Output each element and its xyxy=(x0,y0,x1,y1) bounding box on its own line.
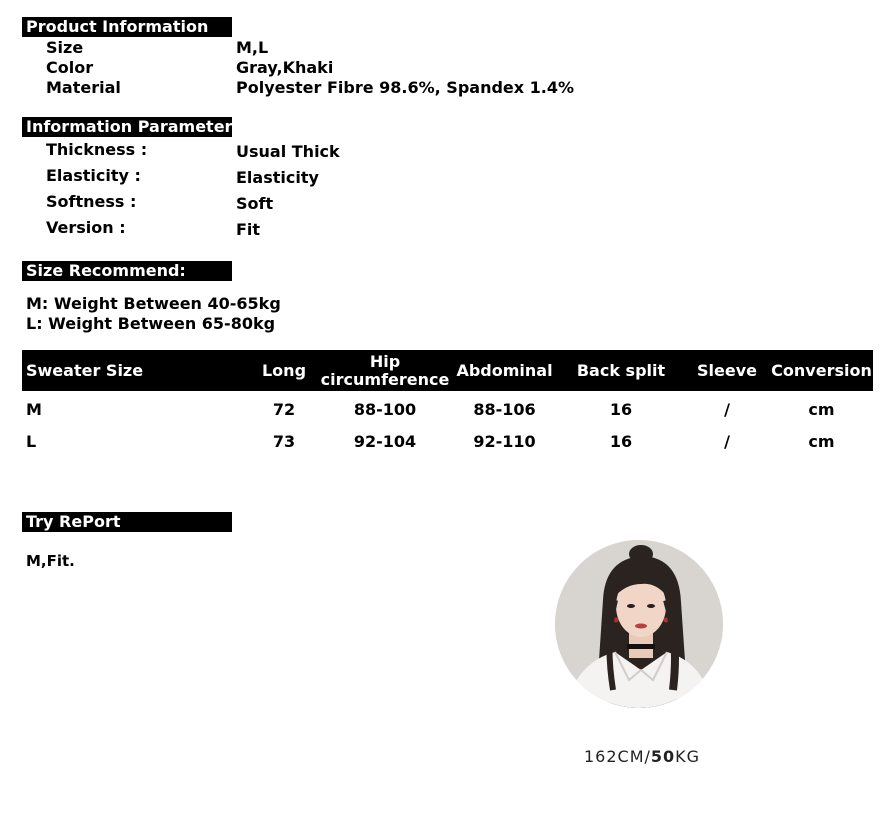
cell-size: M xyxy=(26,400,42,419)
version-label: Version : xyxy=(46,218,126,237)
model-photo xyxy=(555,540,723,708)
try-report-text: M,Fit. xyxy=(26,552,75,570)
header-conversion: Conversion xyxy=(771,360,872,380)
cell-long: 73 xyxy=(272,432,296,451)
cell-size: L xyxy=(26,432,37,451)
elasticity-label: Elasticity : xyxy=(46,166,141,185)
cell-back-split: 16 xyxy=(609,400,633,419)
header-sweater-size: Sweater Size xyxy=(26,360,144,380)
header-abdominal: Abdominal xyxy=(456,360,553,380)
color-label: Color xyxy=(46,58,94,77)
header-long: Long xyxy=(261,360,307,380)
thickness-value: Usual Thick xyxy=(236,142,340,161)
cell-back-split: 16 xyxy=(609,432,633,451)
header-back-split: Back split xyxy=(576,360,666,380)
table-row xyxy=(22,431,873,453)
color-value: Gray,Khaki xyxy=(236,58,334,77)
information-parameter-header: Information Parameter xyxy=(22,117,232,137)
try-report-header: Try RePort xyxy=(22,512,232,532)
size-label: Size xyxy=(46,38,84,57)
header-sleeve: Sleeve xyxy=(697,360,757,380)
cell-abdominal: 92-110 xyxy=(473,432,536,451)
cell-hip: 88-100 xyxy=(353,400,417,419)
model-measurements xyxy=(584,747,700,766)
cell-abdominal: 88-106 xyxy=(473,400,536,419)
cell-hip: 92-104 xyxy=(353,432,417,451)
model-portrait-image xyxy=(555,540,723,708)
model-weight: 50 xyxy=(650,747,676,766)
recommend-line-l: L: Weight Between 65-80kg xyxy=(26,314,276,333)
cell-sleeve: / xyxy=(724,432,730,451)
table-row xyxy=(22,399,873,421)
recommend-line-m: M: Weight Between 40-65kg xyxy=(26,294,281,313)
size-recommend-header: Size Recommend: xyxy=(22,261,232,281)
header-hip-circumference xyxy=(319,350,451,391)
product-information-header: Product Information xyxy=(22,17,232,37)
material-label: Material xyxy=(46,78,121,97)
table-header xyxy=(22,350,873,391)
cell-conversion: cm xyxy=(808,432,835,451)
header-hip-line2: circumference xyxy=(320,369,450,389)
size-value: M,L xyxy=(236,38,269,57)
cell-sleeve: / xyxy=(724,400,730,419)
model-height: 162CM/ xyxy=(584,747,651,766)
model-weight-unit: KG xyxy=(675,747,701,766)
thickness-label: Thickness : xyxy=(46,140,148,159)
version-value: Fit xyxy=(236,220,261,239)
cell-long: 72 xyxy=(272,400,296,419)
softness-value: Soft xyxy=(236,194,274,213)
softness-label: Softness : xyxy=(46,192,137,211)
elasticity-value: Elasticity xyxy=(236,168,319,187)
cell-conversion: cm xyxy=(808,400,835,419)
header-hip-line1: Hip xyxy=(369,351,401,371)
material-value: Polyester Fibre 98.6%, Spandex 1.4% xyxy=(236,78,575,97)
